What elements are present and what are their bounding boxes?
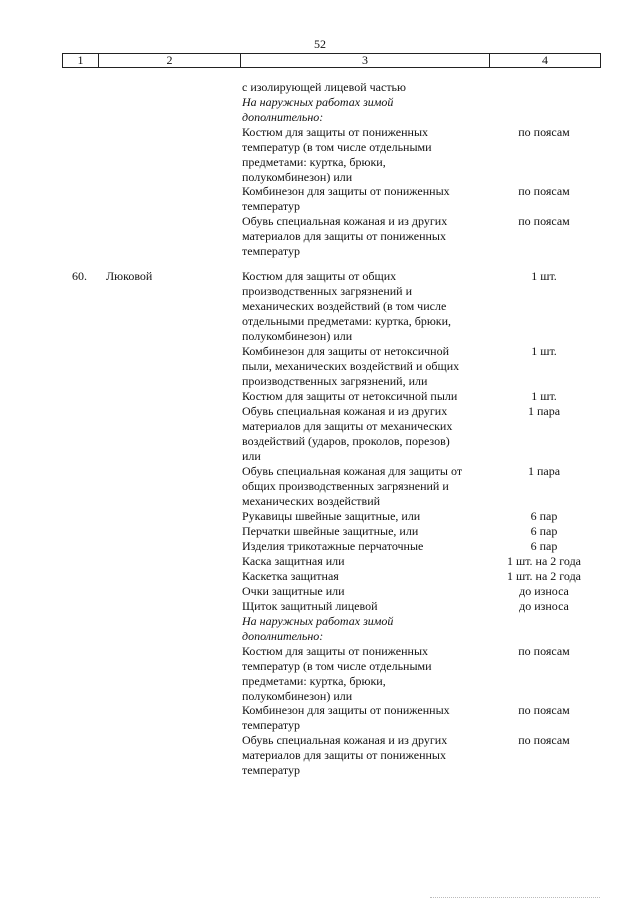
row-norm: по поясам	[518, 733, 570, 747]
row-item	[242, 269, 488, 344]
row-item	[242, 464, 488, 509]
row-norm: 6 пар	[530, 509, 558, 523]
row-norm: 6 пар	[530, 539, 558, 553]
row-item	[242, 404, 488, 464]
row-item	[242, 509, 488, 524]
item-line: температур	[242, 244, 301, 258]
row-norm: 1 шт.	[531, 269, 557, 283]
item-line: предметами: куртка, брюки,	[242, 674, 386, 688]
row-item	[242, 214, 488, 259]
row-norm: по поясам	[518, 184, 570, 198]
row-item	[242, 733, 488, 778]
row-profession: Люковой	[106, 269, 153, 283]
header-col-4: 4	[489, 54, 600, 67]
item-line: Костюм для защиты от пониженных	[242, 644, 429, 658]
item-line: производственных загрязнений и	[242, 284, 413, 298]
table-header	[62, 53, 601, 68]
row-item	[242, 184, 488, 214]
row-norm: по поясам	[518, 214, 570, 228]
row-norm: по поясам	[518, 644, 570, 658]
item-line: На наружных работах зимой	[242, 614, 394, 628]
row-number: 60.	[72, 269, 87, 283]
item-line: материалов для защиты от механических	[242, 419, 453, 433]
item-line: механических воздействий (в том числе	[242, 299, 447, 313]
item-line: пыли, механических воздействий и общих	[242, 359, 460, 373]
item-line: Костюм для защиты от общих	[242, 269, 397, 283]
item-line: Обувь специальная кожаная и из других	[242, 733, 448, 747]
row-item	[242, 584, 488, 599]
item-line: материалов для защиты от пониженных	[242, 748, 446, 762]
row-item	[242, 125, 488, 185]
item-line: Комбинезон для защиты от пониженных	[242, 184, 450, 198]
item-line: Обувь специальная кожаная для защиты от	[242, 464, 463, 478]
item-line: предметами: куртка, брюки,	[242, 155, 386, 169]
item-line: На наружных работах зимой	[242, 95, 394, 109]
header-col-2: 2	[98, 54, 240, 67]
item-line: Щиток защитный лицевой	[242, 599, 378, 613]
item-line: температур	[242, 763, 301, 777]
row-norm: 1 шт.	[531, 389, 557, 403]
row-norm: до износа	[519, 584, 569, 598]
row-norm: 1 шт.	[531, 344, 557, 358]
header-col-3: 3	[240, 54, 489, 67]
header-col-1: 1	[77, 53, 84, 67]
item-line: Перчатки швейные защитные, или	[242, 524, 419, 538]
item-line: Каска защитная или	[242, 554, 345, 568]
item-line: Обувь специальная кожаная и из других	[242, 214, 448, 228]
item-line: температур (в том числе отдельными	[242, 659, 432, 673]
item-line: Костюм для защиты от нетоксичной пыли	[242, 389, 458, 403]
item-line: температур (в том числе отдельными	[242, 140, 432, 154]
item-line: материалов для защиты от пониженных	[242, 229, 446, 243]
row-norm: по поясам	[518, 703, 570, 717]
item-line: полукомбинезон) или	[242, 170, 353, 184]
page-number: 52	[314, 37, 326, 51]
row-norm: 1 шт. на 2 года	[506, 554, 582, 568]
row-item	[242, 344, 488, 389]
item-line: дополнительно:	[242, 110, 324, 124]
item-line: полукомбинезон) или	[242, 329, 353, 343]
footer-dotted-line	[430, 897, 600, 898]
row-norm: до износа	[519, 599, 569, 613]
row-norm: по поясам	[518, 125, 570, 139]
row-item	[242, 389, 488, 404]
row-norm: 6 пар	[530, 524, 558, 538]
item-line: производственных загрязнений, или	[242, 374, 428, 388]
item-line: полукомбинезон) или	[242, 689, 353, 703]
item-line: Комбинезон для защиты от нетоксичной	[242, 344, 450, 358]
item-line: Изделия трикотажные перчаточные	[242, 539, 424, 553]
section-note	[242, 614, 488, 644]
item-line: дополнительно:	[242, 629, 324, 643]
item-line: или	[242, 449, 261, 463]
row-item	[242, 599, 488, 614]
row-item	[242, 569, 488, 584]
row-norm: 1 пара	[527, 464, 561, 478]
item-line: с изолирующей лицевой частью	[242, 80, 406, 94]
row-item	[242, 644, 488, 704]
row-norm: 1 пара	[527, 404, 561, 418]
item-line: механических воздействий	[242, 494, 381, 508]
item-line: общих производственных загрязнений и	[242, 479, 449, 493]
item-line: Комбинезон для защиты от пониженных	[242, 703, 450, 717]
item-line: температур	[242, 199, 301, 213]
section-note	[242, 95, 488, 125]
item-line: воздействий (ударов, проколов, порезов)	[242, 434, 450, 448]
item-line: Каскетка защитная	[242, 569, 339, 583]
item-line: температур	[242, 718, 301, 732]
item-line: Костюм для защиты от пониженных	[242, 125, 429, 139]
item-line: Рукавицы швейные защитные, или	[242, 509, 421, 523]
item-line: отдельными предметами: куртка, брюки,	[242, 314, 452, 328]
row-item	[242, 703, 488, 733]
row-item	[242, 80, 488, 95]
row-item	[242, 524, 488, 539]
row-norm: 1 шт. на 2 года	[506, 569, 582, 583]
row-item	[242, 554, 488, 569]
row-item	[242, 539, 488, 554]
item-line: Очки защитные или	[242, 584, 345, 598]
item-line: Обувь специальная кожаная и из других	[242, 404, 448, 418]
